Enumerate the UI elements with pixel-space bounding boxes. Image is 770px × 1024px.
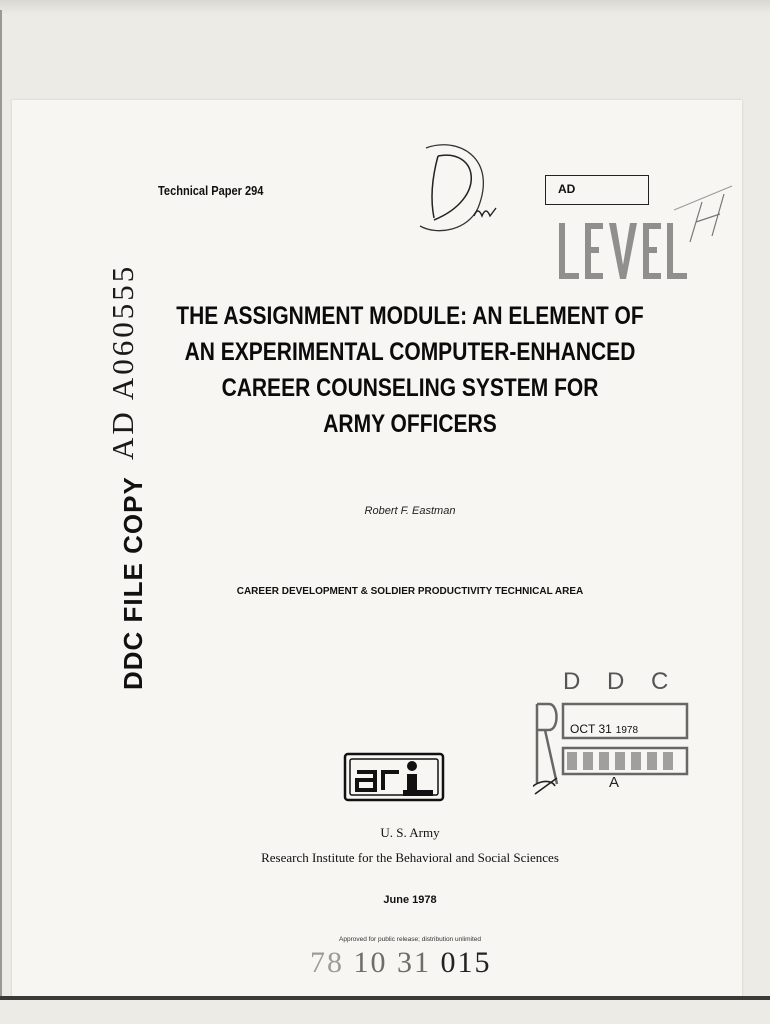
organization-line-1: U. S. Army [380,825,440,840]
organization-line-2: Research Institute for the Behavioral and Social Sciences [261,850,559,865]
ad-box-label: AD [558,182,576,196]
ad-number-box [545,175,649,205]
handwritten-h-mark [672,180,742,250]
level-stamp [555,215,690,283]
title-line: AN EXPERIMENTAL COMPUTER-ENHANCED [184,338,636,366]
received-stamp-date [570,722,680,736]
bottom-number-part: 10 [353,946,388,979]
bottom-number-part: 015 [440,946,492,979]
release-statement: Approved for public release; distribution unlimited [339,936,481,943]
handwritten-d-mark [408,138,518,238]
bottom-stamp-number [310,946,492,980]
received-stamp-letter: A [609,774,620,791]
received-stamp-year: 1978 [615,725,639,736]
document-title [175,298,645,442]
title-line: THE ASSIGNMENT MODULE: AN ELEMENT OF [176,302,644,330]
ari-logo [343,750,448,804]
publication-date: June 1978 [383,894,437,906]
technical-area: CAREER DEVELOPMENT & SOLDIER PRODUCTIVITY TECHNICAL AREA [236,586,584,597]
bottom-number-part: 31 [397,946,431,979]
scan-left-edge [0,10,2,1000]
author-name: Robert F. Eastman [364,505,456,517]
accession-number: AD A060555 [105,263,140,460]
title-line: CAREER COUNSELING SYSTEM FOR [221,374,599,402]
received-stamp-day: OCT 31 [570,722,612,736]
title-line: ARMY OFFICERS [323,410,497,438]
bottom-number-part: 78 [310,946,344,979]
technical-paper-number: Technical Paper 294 [158,183,264,198]
ddc-file-copy-label: DDC FILE COPY [118,476,148,690]
scan-top-edge [0,0,770,14]
received-stamp-org: D D C [563,668,679,695]
scan-bottom-band [0,1000,770,1024]
